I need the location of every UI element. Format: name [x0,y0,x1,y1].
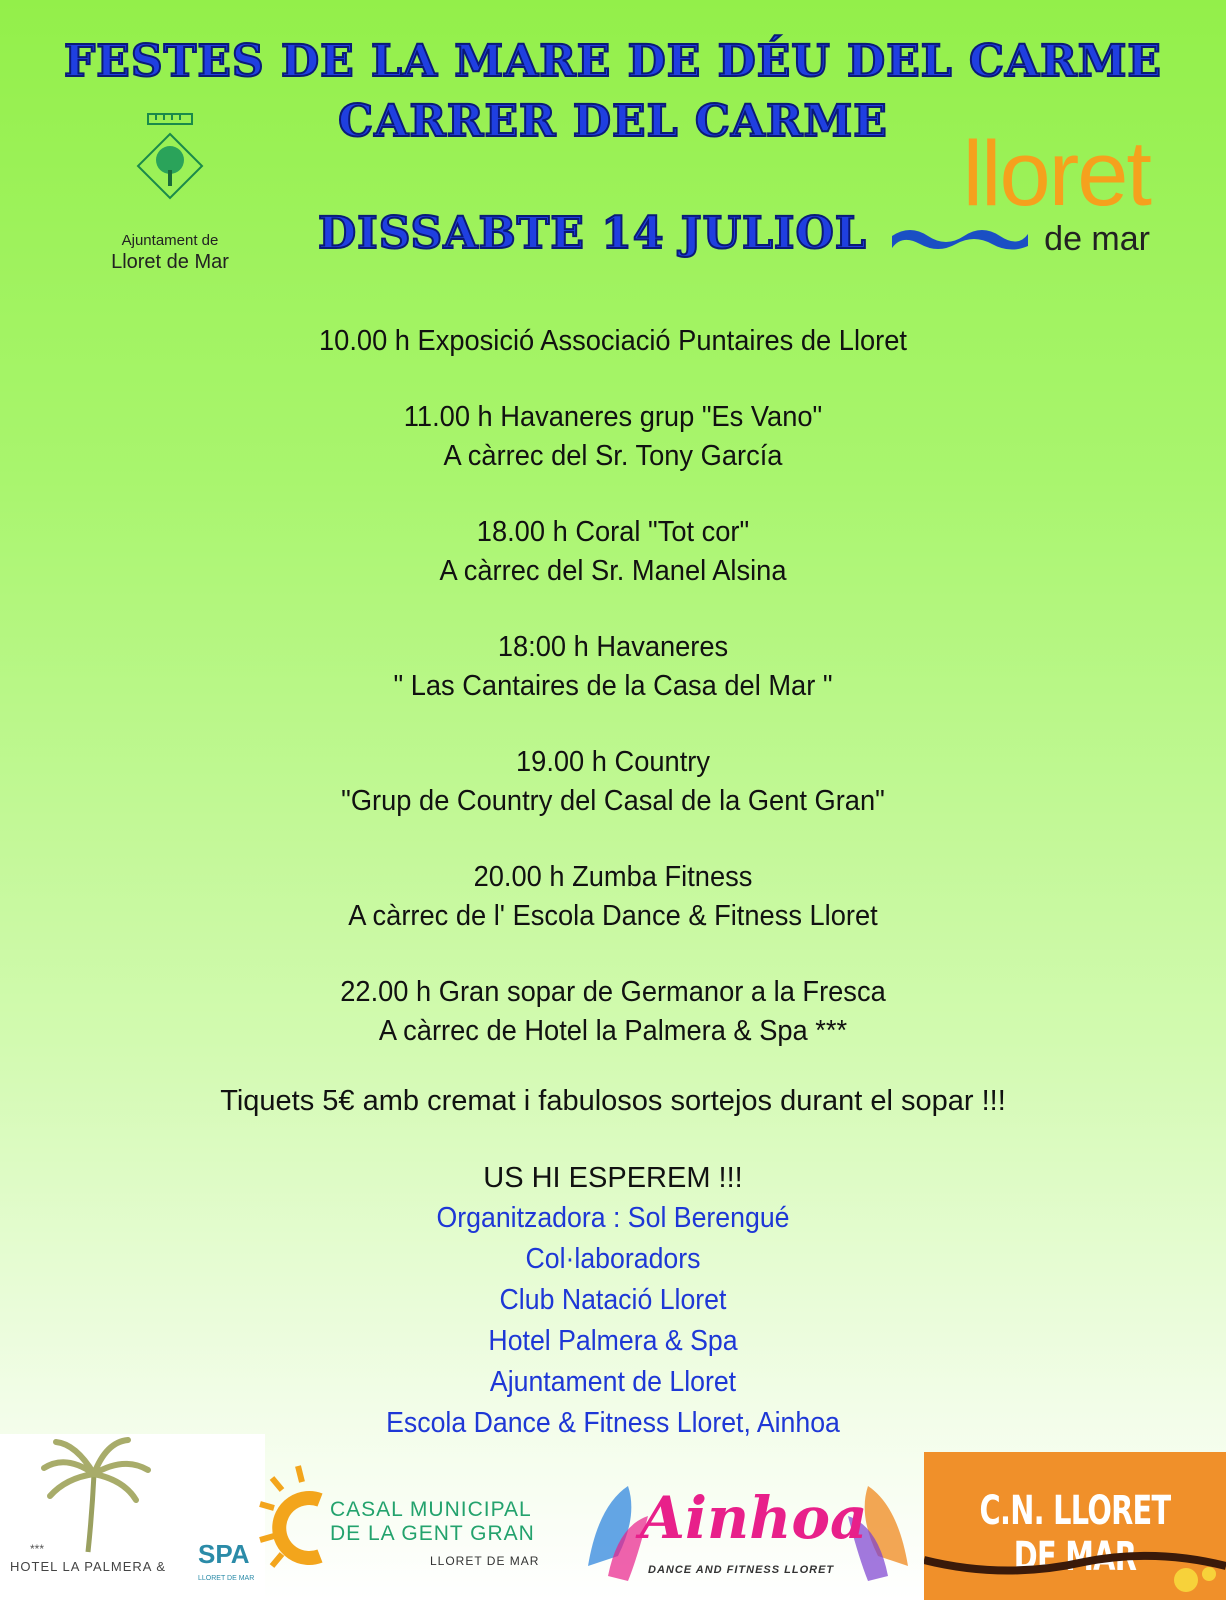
ajuntament-line1: Ajuntament de [121,232,219,249]
hotel-spa-sub: LLORET DE MAR [198,1575,255,1582]
poster-subtitle: CARRER DEL CARME [338,96,888,147]
program-line: " Las Cantaires de la Casa del Mar " [393,670,833,702]
swim-wave-icon [924,1540,1226,1600]
program-line: 20.00 h Zumba Fitness [473,861,753,893]
program-line: 22.00 h Gran sopar de Germanor a la Fresca [340,976,886,1008]
program-line: 18.00 h Coral "Tot cor" [476,516,750,548]
casal-line3: LLORET DE MAR [430,1554,540,1568]
casal-gent-gran-logo [258,1460,578,1600]
program-item [0,513,1226,591]
program-line: 19.00 h Country [516,746,710,778]
ajuntament-logo [90,112,250,274]
casal-line1: CASAL MUNICIPAL [330,1498,532,1521]
program-line: A càrrec del Sr. Manel Alsina [439,555,787,587]
program-line: 11.00 h Havaneres grup "Es Vano" [403,401,823,433]
program-line: 18:00 h Havaneres [497,631,729,663]
lloret-logo-word: lloret [962,123,1150,225]
program-item [0,743,1226,821]
event-date: DISSABTE 14 JULIOL [318,208,867,259]
program-line: A càrrec de Hotel la Palmera & Spa *** [378,1015,848,1047]
credit-line: Escola Dance & Fitness Lloret, Ainhoa [386,1407,840,1439]
lloret-de-mar-logo [890,123,1180,268]
hotel-palmera-logo [0,1434,265,1600]
credit-line: Club Natació Lloret [499,1284,727,1316]
credit-line: Col·laboradors [525,1243,701,1275]
program-item [0,628,1226,706]
sponsors-strip [0,1430,1226,1600]
wave-icon [890,222,1030,252]
coat-of-arms-icon [130,112,210,202]
credit-line: Organitzadora : Sol Berengué [436,1202,790,1234]
program-line: A càrrec de l' Escola Dance & Fitness Lloret [348,900,878,932]
hotel-stars: *** [30,1542,45,1556]
ajuntament-line2: Lloret de Mar [111,251,229,273]
hotel-palmera-text: HOTEL LA PALMERA & [10,1559,166,1574]
program-line: "Grup de Country del Casal de la Gent Gran" [341,785,885,817]
tickets-info: Tiquets 5€ amb cremat i fabulosos sortejos durant el sopar !!! [220,1085,1006,1117]
sun-icon [258,1460,338,1590]
ainhoa-logo [578,1466,918,1596]
casal-line2: DE LA GENT GRAN [330,1522,535,1545]
ainhoa-word: Ainhoa [640,1484,868,1552]
program-item [0,858,1226,936]
credit-line: Ajuntament de Lloret [489,1366,737,1398]
palm-tree-icon [36,1434,156,1554]
credit-line: Hotel Palmera & Spa [488,1325,738,1357]
poster-title: FESTES DE LA MARE DE DÉU DEL CARME [64,36,1162,87]
closing-text: US HI ESPEREM !!! [483,1162,743,1194]
program-item [0,973,1226,1051]
ainhoa-sub: DANCE AND FITNESS LLORET [648,1564,835,1576]
cn-lloret-word: C.N. LLORET DE MAR [979,1488,1171,1580]
program-item [0,398,1226,476]
hotel-spa-text: SPA [198,1539,250,1569]
lloret-logo-sub: de mar [1044,220,1150,258]
credits-list [0,1198,1226,1444]
program-line: A càrrec del Sr. Tony García [443,440,783,472]
program-list [0,322,1226,1444]
program-item [0,322,1226,361]
cn-lloret-logo [924,1452,1226,1600]
program-line: 10.00 h Exposició Associació Puntaires de Lloret [319,325,907,357]
